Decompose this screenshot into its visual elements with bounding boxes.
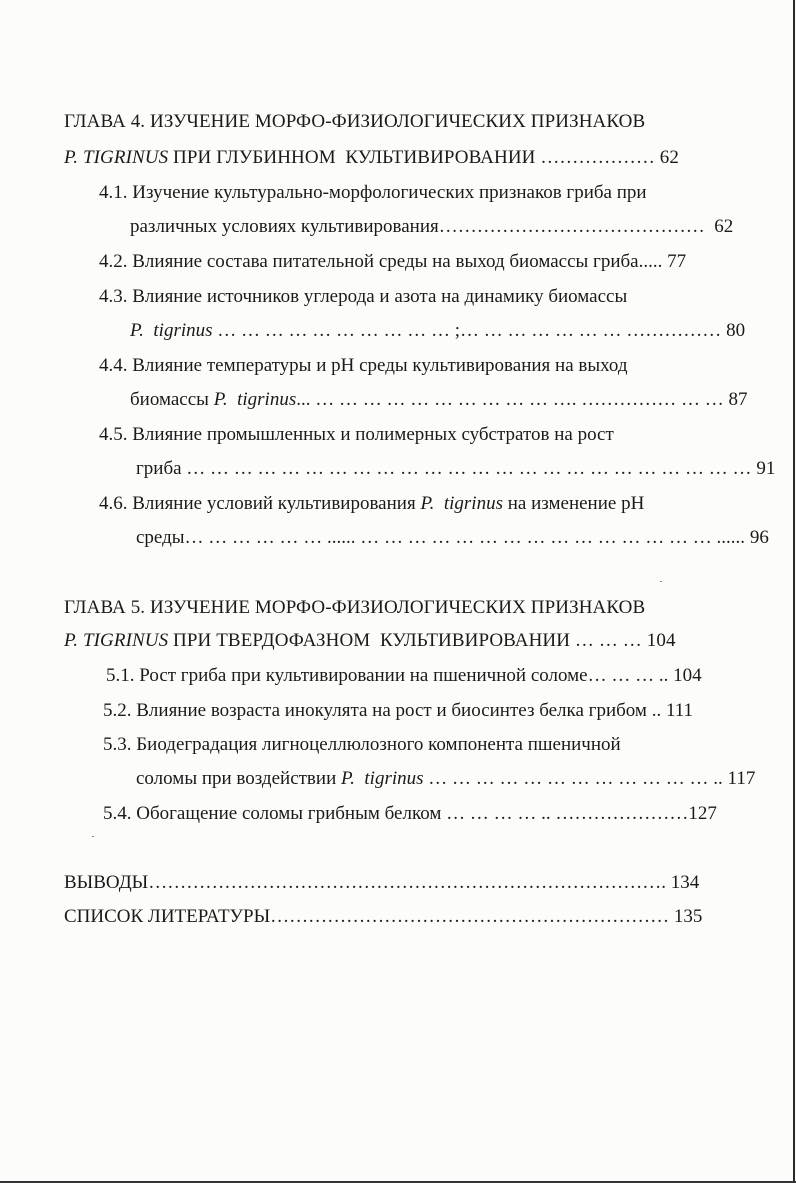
section-4-3-title: 4.3. Влияние источников углерода и азота на динамику биомассы (99, 286, 628, 307)
chapter-5-title-line2: ПРИ ТВЕРДОФАЗНОМ КУЛЬТИВИРОВАНИИ … … … (168, 630, 647, 651)
section-4-6-page-number: 96 (749, 527, 769, 548)
section-4-5-page-number: 91 (756, 458, 776, 479)
scan-speck (92, 836, 94, 837)
section-4-3-page-number: 80 (726, 320, 746, 341)
section-4-1-title-cont: различных условиях культивирования…………………………………… 62 (130, 216, 734, 237)
section-5-3-title-cont: соломы при воздействии P. tigrinus … … … … … … … … … … … … .. 117 (136, 768, 756, 789)
conclusions-entry: ВЫВОДЫ………………………………………………………………………. 134 (64, 872, 700, 893)
section-5-3-page-number: 117 (727, 768, 756, 789)
chapter-4-heading (64, 110, 645, 134)
page-edge-right (793, 0, 795, 1183)
chapter-4-title-line2: ПРИ ГЛУБИННОМ КУЛЬТИВИРОВАНИИ ……………… (168, 147, 660, 168)
chapter-5-heading-line2 (64, 629, 676, 653)
section-4-1-page-number: 62 (714, 216, 734, 237)
section-4-6-title: 4.6. Влияние условий культивирования P. tigrinus на изменение рН (99, 493, 645, 514)
species-name: P. tigrinus (420, 493, 503, 514)
chapter-4-page-number: 62 (659, 147, 679, 168)
chapter-5-heading (64, 596, 645, 620)
section-5-2-page-number: 111 (665, 700, 694, 721)
section-4-4-title: 4.4. Влияние температуры и рН среды культивирования на выход (99, 355, 628, 376)
section-5-1-page-number: 104 (673, 665, 702, 686)
conclusions-page-number: 134 (670, 872, 700, 893)
section-4-2-title: 4.2. Влияние состава питательной среды на выход биомассы гриба..... 77 (99, 251, 687, 272)
section-4-1-title: 4.1. Изучение культурально-морфологических признаков гриба при (99, 182, 647, 203)
section-4-4-title-cont: биомассы P. tigrinus... … … … … … … … … … … …. …………… … … 87 (130, 389, 748, 410)
section-4-5-title: 4.5. Влияние промышленных и полимерных субстратов на рост (99, 424, 614, 445)
section-4-3-title-cont: P. tigrinus … … … … … … … … … … ;… … … … … … … …………… 80 (130, 320, 746, 341)
section-5-2-title: 5.2. Влияние возраста инокулята на рост и биосинтез белка грибом .. 111 (103, 700, 694, 721)
chapter-4-title-line1: ГЛАВА 4. ИЗУЧЕНИЕ МОРФО-ФИЗИОЛОГИЧЕСКИХ ПРИЗНАКОВ (64, 111, 646, 132)
section-4-5-title-cont: гриба … … … … … … … … … … … … … … … … … … … … … … … … 91 (136, 458, 776, 479)
chapter-5-title-line1: ГЛАВА 5. ИЗУЧЕНИЕ МОРФО-ФИЗИОЛОГИЧЕСКИХ ПРИЗНАКОВ (64, 597, 646, 618)
species-name: P. tigrinus (213, 389, 297, 410)
chapter-4-species-name: P. TIGRINUS (64, 147, 169, 168)
section-5-1-title: 5.1. Рост гриба при культивировании на пшеничной соломе… … … .. 104 (106, 665, 702, 686)
chapter-5-species-name: P. TIGRINUS (64, 630, 169, 651)
references-page-number: 135 (673, 906, 703, 927)
chapter-4-heading-line2 (64, 146, 679, 170)
chapter-5-page-number: 104 (646, 630, 676, 651)
species-name: P. tigrinus (130, 320, 213, 341)
species-name: P. tigrinus (341, 768, 424, 789)
references-entry: СПИСОК ЛИТЕРАТУРЫ……………………………………………………… 135 (64, 906, 703, 927)
section-4-6-title-cont: среды… … … … … … ...... … … … … … … … … … … … … … … … ...... 96 (136, 527, 769, 548)
section-5-4-page-number: 127 (688, 803, 717, 824)
section-4-4-page-number: 87 (728, 389, 748, 410)
section-4-2-page-number: 77 (667, 251, 687, 272)
section-5-3-title: 5.3. Биодеградация лигноцеллюлозного компонента пшеничной (103, 734, 621, 755)
section-5-4-title: 5.4. Обогащение соломы грибным белком … … … … .. …………………127 (103, 803, 717, 824)
scan-speck (660, 581, 662, 582)
